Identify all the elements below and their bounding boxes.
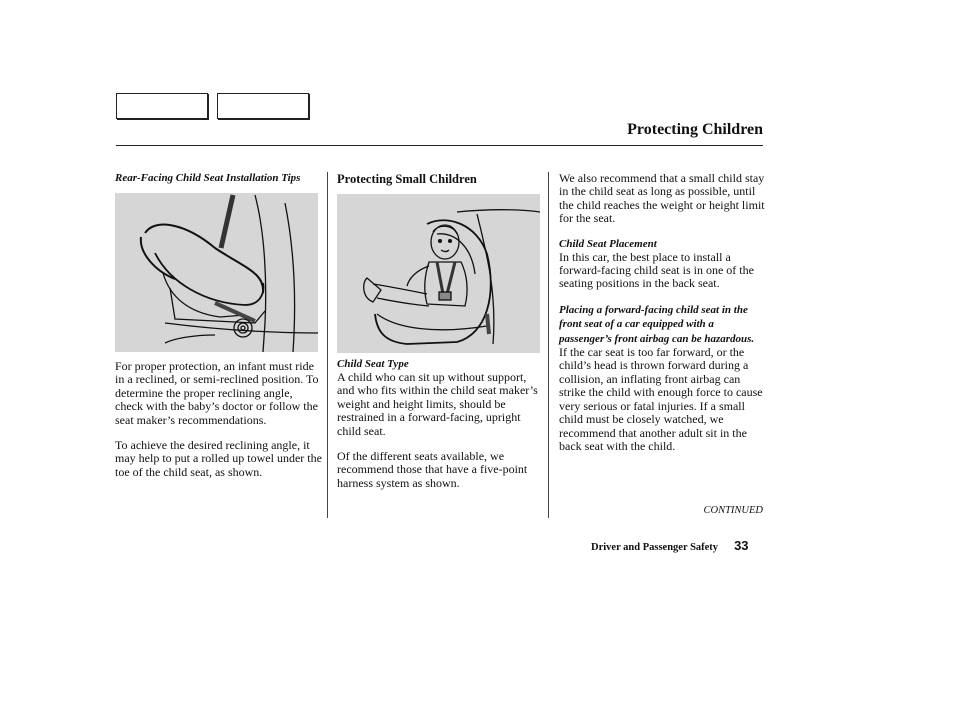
continued-label: CONTINUED — [703, 505, 763, 516]
column-divider — [327, 172, 328, 518]
warning-lead: Placing a forward-facing child seat in the front seat of a car equipped with a passenger’s front airbag can be hazardous. — [559, 303, 755, 345]
column-1 — [115, 172, 323, 479]
section-subheading: Child Seat Type — [337, 358, 409, 370]
column-divider — [548, 172, 549, 518]
footer-section-title: Driver and Passenger Safety — [591, 542, 719, 553]
paragraph: To achieve the desired reclining angle, it may help to put a rolled up towel under the toe of the child seat, as shown. — [115, 438, 322, 479]
forward-facing-seat-illustration — [337, 194, 540, 353]
paragraph: In this car, the best place to install a forward-facing child seat is in one of the seating positions in the back seat. — [559, 249, 754, 291]
nav-tab-box — [217, 93, 309, 119]
section-subheading: Child Seat Placement — [559, 237, 657, 250]
nav-tab-box — [116, 93, 208, 119]
column-3 — [559, 172, 765, 453]
warning-body: If the car seat is too far forward, or the child’s head is thrown forward during a collision, an inflating front airbag can strike the child with enough force to cause very serious or fatal injuries. If a small child must be closely watched, we recommend that another adult sit in the back seat with the child. — [559, 345, 763, 453]
page-title: Protecting Children — [627, 121, 763, 138]
section-subheading: Rear-Facing Child Seat Installation Tips — [115, 172, 301, 184]
page-number: 33 — [734, 538, 749, 553]
paragraph: We also recommend that a small child stay in the child seat as long as possible, until the child reaches the weight or height limit for the seat. — [559, 171, 765, 226]
paragraph: A child who can sit up without support, and who fits within the child seat maker’s weight and height limits, should be restrained in a forward-facing, upright child seat. — [337, 370, 538, 438]
paragraph: For proper protection, an infant must ride in a reclined, or semi-reclined position. To determine the proper reclining angle, check with the baby’s doctor or follow the seat maker’s recommendations. — [115, 359, 319, 427]
rear-facing-seat-drawing — [115, 193, 318, 352]
forward-facing-seat-drawing — [337, 194, 540, 353]
paragraph: Of the different seats available, we recommend those that have a five-point harness system as shown. — [337, 449, 528, 490]
header-divider — [116, 145, 763, 146]
warning-paragraph — [559, 303, 765, 453]
column-2 — [337, 172, 543, 490]
page-footer — [591, 537, 749, 555]
section-heading: Protecting Small Children — [337, 172, 477, 186]
rear-facing-seat-illustration — [115, 193, 318, 352]
